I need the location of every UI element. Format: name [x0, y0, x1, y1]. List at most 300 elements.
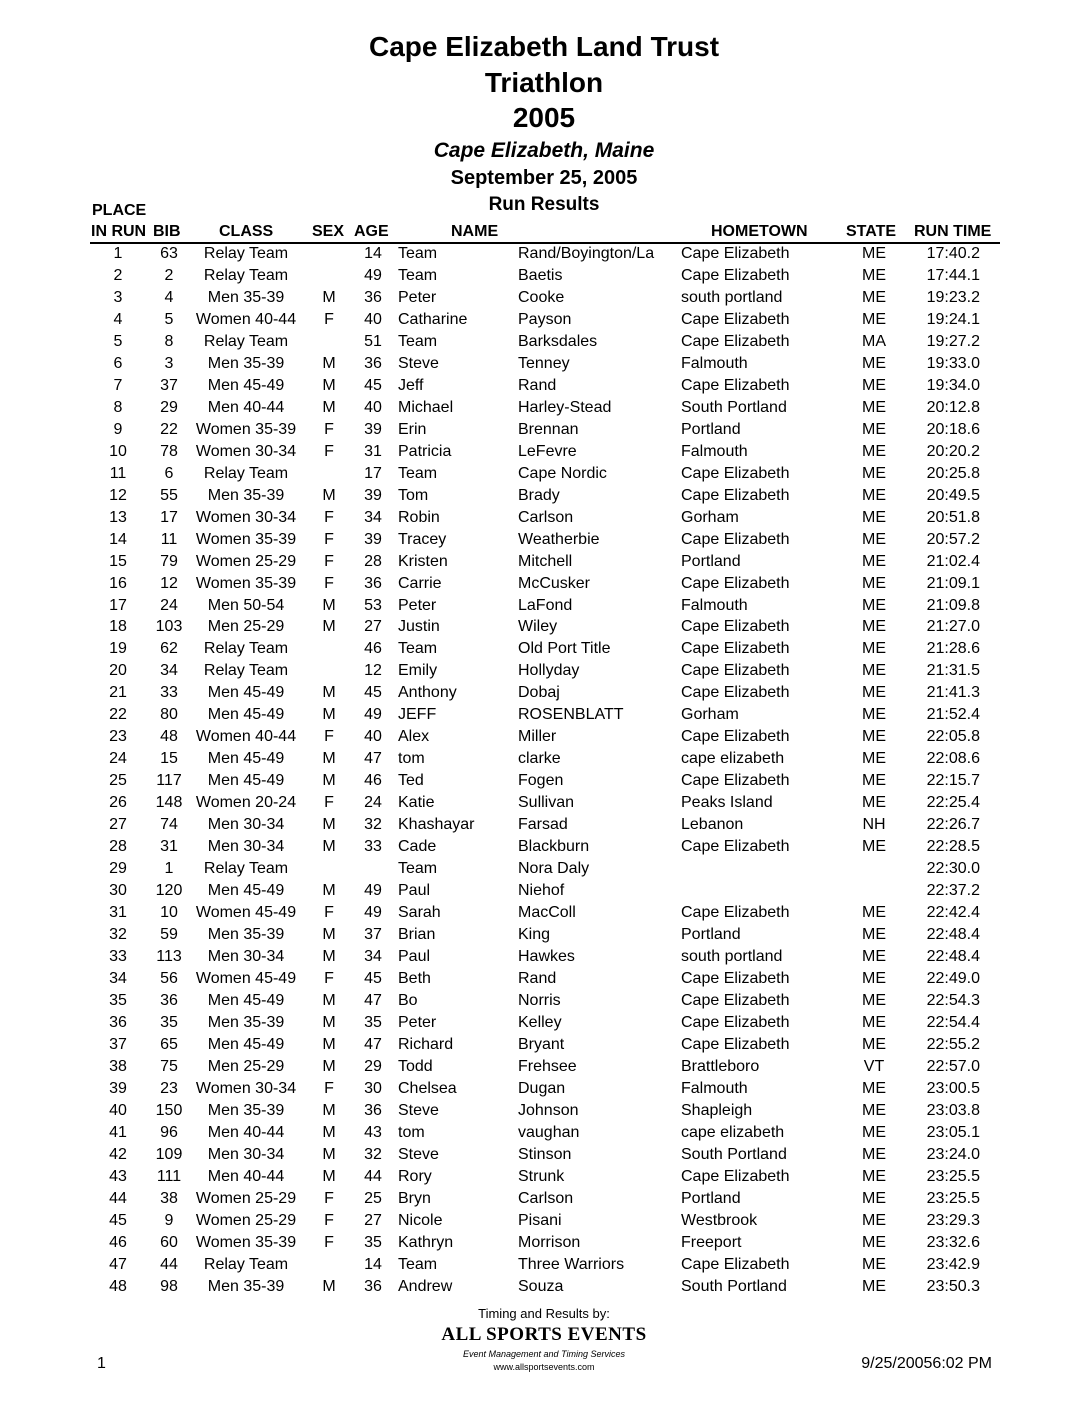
cell-hometown: Falmouth — [681, 442, 748, 460]
cell-hometown: Gorham — [681, 706, 739, 724]
cell-state: ME — [862, 1145, 886, 1163]
cell-age: 33 — [364, 838, 382, 856]
cell-state: ME — [862, 948, 886, 965]
cell-bib: 62 — [160, 640, 178, 658]
table-row — [0, 1189, 1088, 1211]
cell-last-name: ROSENBLATT — [518, 706, 624, 724]
cell-run-time: 21:28.6 — [926, 640, 980, 658]
cell-hometown: Cape Elizabeth — [681, 662, 790, 680]
cell-sex: M — [322, 1145, 336, 1163]
cell-last-name: Rand — [518, 376, 557, 394]
cell-last-name: Souza — [518, 1277, 564, 1295]
cell-age: 32 — [364, 1145, 382, 1163]
cell-hometown: Cape Elizabeth — [681, 245, 790, 262]
cell-sex: F — [324, 530, 334, 548]
cell-class: Men 25-29 — [207, 1057, 285, 1075]
cell-run-time: 23:50.3 — [926, 1277, 980, 1295]
cell-state: ME — [862, 728, 886, 746]
cell-first-name: Steve — [398, 1145, 439, 1163]
cell-last-name: MacColl — [518, 904, 576, 922]
cell-class: Men 50-54 — [207, 596, 285, 614]
cell-place: 44 — [109, 1189, 127, 1207]
cell-run-time: 22:57.0 — [926, 1057, 980, 1075]
cell-sex: M — [322, 1167, 336, 1185]
cell-first-name: Paul — [398, 882, 431, 900]
cell-hometown: south portland — [681, 948, 783, 965]
cell-state: ME — [862, 1189, 886, 1207]
cell-run-time: 22:54.4 — [926, 1013, 980, 1031]
header-bib: BIB — [153, 223, 181, 240]
cell-sex: M — [322, 398, 336, 416]
cell-last-name: Farsad — [518, 816, 568, 834]
cell-class: Relay Team — [203, 860, 289, 878]
cell-hometown: Cape Elizabeth — [681, 376, 790, 394]
header-class: CLASS — [219, 223, 274, 240]
event-location: Cape Elizabeth, Maine — [433, 139, 655, 162]
cell-run-time: 23:05.1 — [926, 1123, 980, 1141]
cell-last-name: Cape Nordic — [518, 464, 607, 482]
cell-age: 47 — [364, 991, 382, 1009]
cell-place: 47 — [109, 1255, 127, 1273]
cell-bib: 8 — [164, 332, 174, 350]
cell-last-name: Baetis — [518, 266, 563, 284]
cell-last-name: Kelley — [518, 1013, 562, 1031]
cell-class: Men 45-49 — [207, 772, 285, 790]
cell-state: ME — [862, 991, 886, 1009]
cell-first-name: Beth — [398, 969, 431, 987]
cell-last-name: Carlson — [518, 1189, 574, 1207]
cell-run-time: 23:25.5 — [926, 1167, 980, 1185]
cell-age: 51 — [364, 332, 382, 350]
cell-place: 13 — [109, 508, 127, 526]
cell-bib: 38 — [160, 1189, 178, 1207]
cell-state: ME — [862, 1277, 886, 1295]
cell-sex: F — [324, 1211, 334, 1229]
cell-bib: 9 — [164, 1211, 174, 1229]
cell-class: Men 30-34 — [207, 816, 285, 834]
cell-state: ME — [862, 1079, 886, 1097]
cell-run-time: 22:28.5 — [926, 838, 980, 856]
table-row — [0, 1233, 1088, 1255]
header-place: IN RUN — [91, 223, 147, 240]
cell-age: 46 — [364, 772, 382, 790]
table-row — [0, 1013, 1088, 1035]
cell-sex: M — [322, 882, 336, 900]
cell-first-name: Chelsea — [398, 1079, 457, 1097]
cell-class: Men 35-39 — [207, 1013, 285, 1031]
cell-first-name: Erin — [398, 420, 427, 438]
cell-age: 34 — [364, 508, 382, 526]
cell-last-name: Brady — [518, 486, 560, 504]
cell-class: Men 45-49 — [207, 991, 285, 1009]
cell-age: 30 — [364, 1079, 382, 1097]
cell-state: ME — [862, 1255, 886, 1273]
footer-tagline: Event Management and Timing Services — [463, 1349, 625, 1359]
table-row — [0, 727, 1088, 749]
cell-bib: 78 — [160, 442, 178, 460]
cell-place: 26 — [109, 794, 127, 812]
cell-class: Relay Team — [203, 662, 289, 680]
cell-sex: M — [322, 486, 336, 504]
cell-hometown: Cape Elizabeth — [681, 266, 790, 284]
cell-last-name: Blackburn — [518, 838, 590, 856]
cell-bib: 79 — [160, 552, 178, 570]
cell-state: ME — [862, 508, 886, 526]
table-row — [0, 508, 1088, 530]
cell-first-name: Bryn — [398, 1189, 431, 1207]
cell-first-name: Ted — [398, 772, 424, 790]
cell-age: 45 — [364, 969, 382, 987]
cell-place: 5 — [113, 332, 123, 350]
cell-age: 49 — [364, 882, 382, 900]
cell-state: ME — [862, 904, 886, 922]
cell-hometown: Cape Elizabeth — [681, 772, 790, 790]
cell-place: 29 — [109, 860, 127, 878]
cell-state: ME — [862, 596, 886, 614]
cell-state: ME — [862, 310, 886, 328]
table-row — [0, 859, 1088, 881]
cell-sex: F — [324, 969, 334, 987]
cell-state: ME — [862, 1233, 886, 1251]
cell-sex: M — [322, 1035, 336, 1053]
cell-bib: 44 — [160, 1255, 178, 1273]
table-row — [0, 1079, 1088, 1101]
cell-class: Relay Team — [203, 266, 289, 284]
cell-first-name: Nicole — [398, 1211, 443, 1229]
cell-run-time: 19:27.2 — [926, 332, 980, 350]
cell-place: 28 — [109, 838, 127, 856]
cell-last-name: Three Warriors — [518, 1255, 625, 1273]
cell-sex: F — [324, 552, 334, 570]
page-title: Cape Elizabeth Land Trust — [368, 31, 720, 62]
cell-age: 45 — [364, 376, 382, 394]
cell-place: 7 — [113, 376, 123, 394]
cell-class: Women 40-44 — [195, 728, 297, 746]
cell-sex: F — [324, 310, 334, 328]
cell-age: 29 — [364, 1057, 382, 1075]
cell-run-time: 21:09.8 — [926, 596, 980, 614]
cell-sex: F — [324, 574, 334, 592]
cell-age: 47 — [364, 750, 382, 768]
cell-state: ME — [862, 552, 886, 570]
cell-state: ME — [862, 1167, 886, 1185]
event-date: September 25, 2005 — [450, 167, 638, 189]
cell-age: 53 — [364, 596, 382, 614]
event-year: 2005 — [512, 102, 576, 133]
cell-hometown: Falmouth — [681, 596, 748, 614]
cell-state: ME — [862, 486, 886, 504]
cell-sex: F — [324, 728, 334, 746]
table-row — [0, 1211, 1088, 1233]
cell-sex: M — [322, 926, 336, 944]
cell-last-name: Pisani — [518, 1211, 562, 1229]
cell-bib: 1 — [164, 860, 174, 878]
header-name: NAME — [451, 223, 499, 240]
cell-first-name: Richard — [398, 1035, 454, 1053]
cell-first-name: Jeff — [398, 376, 424, 394]
cell-age: 40 — [364, 728, 382, 746]
cell-place: 8 — [113, 398, 123, 416]
cell-sex: M — [322, 1123, 336, 1141]
cell-sex: M — [322, 750, 336, 768]
cell-place: 34 — [109, 969, 127, 987]
cell-run-time: 17:40.2 — [926, 245, 980, 262]
cell-last-name: Payson — [518, 310, 572, 328]
cell-last-name: Tenney — [518, 354, 570, 372]
cell-first-name: Kristen — [398, 552, 448, 570]
table-row — [0, 837, 1088, 859]
cell-sex: F — [324, 1189, 334, 1207]
cell-sex: M — [322, 706, 336, 724]
cell-bib: 48 — [160, 728, 178, 746]
table-row — [0, 1057, 1088, 1079]
cell-run-time: 20:12.8 — [926, 398, 980, 416]
cell-hometown: Lebanon — [681, 816, 744, 834]
cell-age: 45 — [364, 684, 382, 702]
footer-timing-credit: Timing and Results by: — [478, 1306, 610, 1321]
cell-run-time: 22:26.7 — [926, 816, 980, 834]
cell-place: 21 — [109, 684, 127, 702]
cell-sex: M — [322, 1013, 336, 1031]
table-row — [0, 925, 1088, 947]
table-row — [0, 991, 1088, 1013]
cell-bib: 2 — [164, 266, 174, 284]
cell-place: 42 — [109, 1145, 127, 1163]
cell-last-name: Mitchell — [518, 552, 573, 570]
cell-sex: F — [324, 420, 334, 438]
cell-hometown: Cape Elizabeth — [681, 310, 790, 328]
cell-run-time: 21:52.4 — [926, 706, 980, 724]
cell-state: VT — [863, 1057, 885, 1075]
cell-bib: 6 — [164, 464, 174, 482]
cell-sex: M — [322, 772, 336, 790]
cell-class: Women 25-29 — [195, 552, 297, 570]
cell-hometown: Shapleigh — [681, 1101, 753, 1119]
cell-state: ME — [862, 442, 886, 460]
cell-first-name: Carrie — [398, 574, 442, 592]
cell-class: Women 40-44 — [195, 310, 297, 328]
cell-first-name: Patricia — [398, 442, 452, 460]
cell-run-time: 23:25.5 — [926, 1189, 980, 1207]
cell-hometown: Freeport — [681, 1233, 742, 1251]
cell-age: 27 — [364, 1211, 382, 1229]
cell-sex: F — [324, 794, 334, 812]
cell-place: 17 — [109, 596, 127, 614]
cell-last-name: Dobaj — [518, 684, 560, 702]
cell-age: 14 — [364, 1255, 382, 1273]
cell-bib: 113 — [156, 948, 182, 965]
cell-last-name: Stinson — [518, 1145, 572, 1163]
cell-bib: 80 — [160, 706, 178, 724]
cell-last-name: Sullivan — [518, 794, 575, 812]
cell-run-time: 23:42.9 — [926, 1255, 980, 1273]
cell-place: 16 — [109, 574, 127, 592]
cell-first-name: Sarah — [398, 904, 441, 922]
cell-first-name: JEFF — [398, 706, 437, 724]
cell-last-name: Fogen — [518, 772, 564, 790]
cell-place: 18 — [109, 618, 127, 636]
cell-state: ME — [862, 530, 886, 548]
cell-sex: M — [322, 1277, 336, 1295]
cell-first-name: Todd — [398, 1057, 433, 1075]
table-row — [0, 947, 1088, 969]
cell-sex: M — [322, 684, 336, 702]
cell-first-name: Alex — [398, 728, 430, 746]
cell-state: ME — [862, 926, 886, 944]
cell-hometown: Cape Elizabeth — [681, 991, 790, 1009]
cell-class: Women 25-29 — [195, 1189, 297, 1207]
cell-bib: 11 — [160, 530, 178, 548]
cell-last-name: Johnson — [518, 1101, 579, 1119]
cell-last-name: clarke — [518, 750, 561, 768]
table-row — [0, 398, 1088, 420]
cell-age: 12 — [364, 662, 382, 680]
cell-class: Men 35-39 — [207, 1277, 285, 1295]
cell-sex: M — [322, 816, 336, 834]
cell-state: ME — [862, 1211, 886, 1229]
cell-place: 40 — [109, 1101, 127, 1119]
cell-class: Men 40-44 — [207, 398, 285, 416]
cell-bib: 34 — [160, 662, 178, 680]
cell-sex: F — [324, 904, 334, 922]
table-row — [0, 705, 1088, 727]
cell-hometown: Cape Elizabeth — [681, 684, 790, 702]
cell-last-name: Nora Daly — [518, 860, 590, 878]
cell-place: 24 — [109, 750, 127, 768]
cell-sex: M — [322, 948, 336, 965]
cell-first-name: Team — [398, 332, 438, 350]
cell-state: ME — [862, 1123, 886, 1141]
cell-bib: 109 — [155, 1145, 183, 1163]
cell-run-time: 17:44.1 — [926, 266, 980, 284]
cell-hometown: Brattleboro — [681, 1057, 760, 1075]
cell-place: 33 — [109, 948, 127, 965]
cell-class: Women 35-39 — [195, 574, 297, 592]
cell-first-name: Team — [398, 464, 438, 482]
cell-state: ME — [862, 684, 886, 702]
table-row — [0, 244, 1088, 266]
cell-state: ME — [862, 662, 886, 680]
cell-age: 36 — [364, 574, 382, 592]
table-row — [0, 661, 1088, 683]
cell-state: ME — [862, 794, 886, 812]
cell-first-name: Michael — [398, 398, 454, 416]
cell-age: 31 — [364, 442, 382, 460]
cell-state: ME — [862, 618, 886, 636]
cell-last-name: Rand — [518, 969, 557, 987]
cell-last-name: Wiley — [518, 618, 558, 636]
cell-class: Men 30-34 — [207, 948, 285, 965]
cell-last-name: LeFevre — [518, 442, 577, 460]
table-row — [0, 793, 1088, 815]
cell-hometown: Portland — [681, 552, 741, 570]
cell-place: 1 — [113, 245, 123, 262]
cell-last-name: McCusker — [518, 574, 591, 592]
cell-bib: 148 — [155, 794, 183, 812]
cell-state: ME — [862, 354, 886, 372]
cell-class: Women 35-39 — [195, 1233, 297, 1251]
cell-hometown: cape elizabeth — [681, 1123, 785, 1141]
cell-run-time: 23:29.3 — [926, 1211, 980, 1229]
cell-age: 43 — [364, 1123, 382, 1141]
cell-place: 37 — [109, 1035, 127, 1053]
cell-run-time: 22:48.4 — [926, 926, 980, 944]
cell-bib: 63 — [160, 245, 178, 262]
cell-last-name: Frehsee — [518, 1057, 577, 1075]
cell-sex: M — [322, 1057, 336, 1075]
table-row — [0, 903, 1088, 925]
table-row — [0, 596, 1088, 618]
footer-website: www.allsportsevents.com — [493, 1362, 595, 1372]
cell-place: 2 — [113, 266, 123, 284]
cell-place: 19 — [109, 640, 127, 658]
table-row — [0, 552, 1088, 574]
cell-class: Women 35-39 — [195, 530, 297, 548]
cell-age: 32 — [364, 816, 382, 834]
cell-bib: 59 — [160, 926, 178, 944]
header-place-top: PLACE — [92, 202, 147, 219]
cell-age: 27 — [364, 618, 382, 636]
cell-class: Relay Team — [203, 332, 289, 350]
cell-run-time: 21:41.3 — [926, 684, 980, 702]
cell-first-name: Steve — [398, 354, 439, 372]
cell-first-name: Rory — [398, 1167, 432, 1185]
cell-place: 46 — [109, 1233, 127, 1251]
cell-class: Men 40-44 — [207, 1167, 285, 1185]
cell-first-name: Katie — [398, 794, 435, 812]
cell-bib: 36 — [160, 991, 178, 1009]
cell-last-name: Bryant — [518, 1035, 565, 1053]
cell-hometown: Cape Elizabeth — [681, 618, 790, 636]
cell-place: 12 — [109, 486, 127, 504]
cell-age: 49 — [364, 706, 382, 724]
cell-class: Men 40-44 — [207, 1123, 285, 1141]
cell-last-name: Cooke — [518, 288, 565, 306]
cell-run-time: 22:42.4 — [926, 904, 980, 922]
print-timestamp: 9/25/20056:02 PM — [861, 1355, 992, 1372]
table-row — [0, 530, 1088, 552]
cell-class: Men 35-39 — [207, 288, 285, 306]
cell-run-time: 19:23.2 — [926, 288, 980, 306]
cell-state: ME — [862, 772, 886, 790]
cell-state: ME — [862, 420, 886, 438]
cell-place: 25 — [109, 772, 127, 790]
cell-class: Women 25-29 — [195, 1211, 297, 1229]
cell-hometown: Cape Elizabeth — [681, 904, 790, 922]
cell-hometown: Cape Elizabeth — [681, 486, 790, 504]
cell-hometown: Cape Elizabeth — [681, 1167, 790, 1185]
cell-age: 34 — [364, 948, 382, 965]
cell-bib: 74 — [160, 816, 178, 834]
cell-age: 36 — [364, 1277, 382, 1295]
cell-run-time: 21:31.5 — [926, 662, 980, 680]
cell-age: 36 — [364, 354, 382, 372]
event-name: Triathlon — [484, 67, 604, 98]
cell-run-time: 21:02.4 — [926, 552, 980, 570]
cell-last-name: Harley-Stead — [518, 398, 612, 416]
table-row — [0, 354, 1088, 376]
cell-sex: F — [324, 508, 334, 526]
cell-class: Relay Team — [203, 245, 289, 262]
cell-run-time: 20:49.5 — [926, 486, 980, 504]
cell-class: Women 20-24 — [195, 794, 297, 812]
cell-last-name: Niehof — [518, 882, 565, 900]
cell-sex: M — [322, 288, 336, 306]
cell-place: 14 — [109, 530, 127, 548]
header-run-time: RUN TIME — [914, 223, 992, 240]
cell-first-name: Steve — [398, 1101, 439, 1119]
cell-last-name: Brennan — [518, 420, 579, 438]
